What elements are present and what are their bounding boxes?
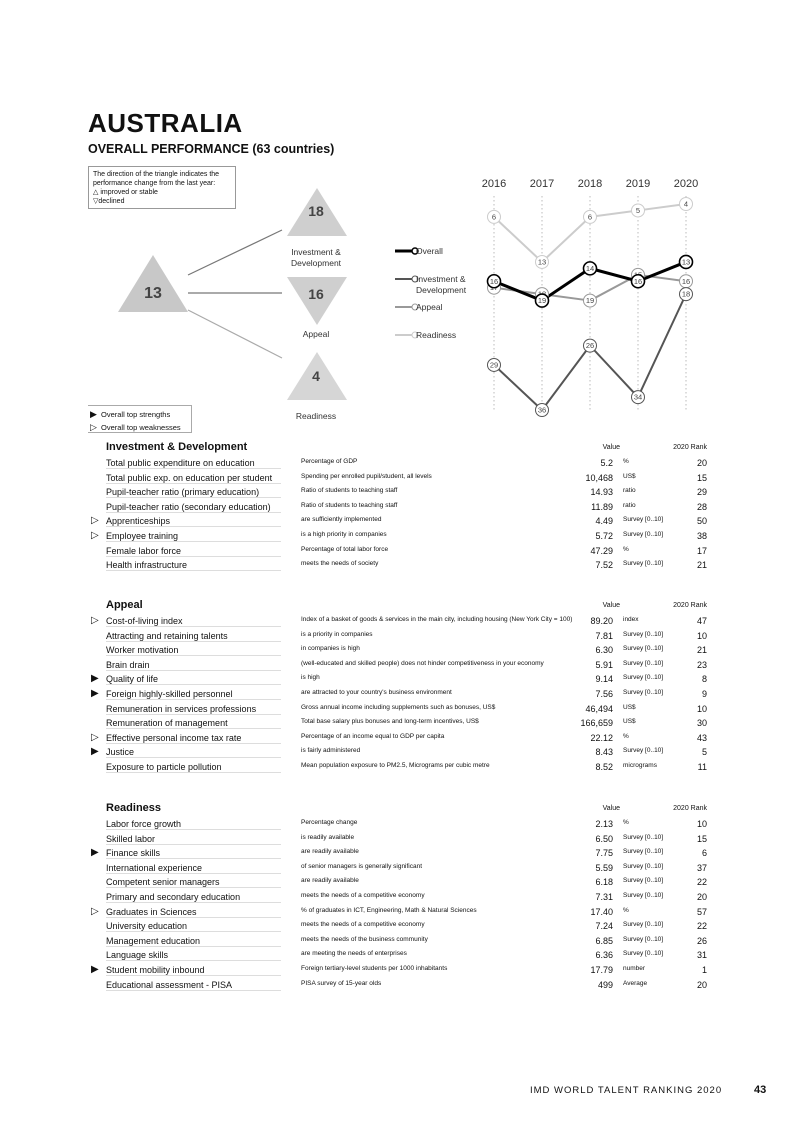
criterion-value: 89.20	[590, 616, 613, 626]
criteria-row	[88, 515, 710, 530]
criteria-row	[88, 486, 710, 501]
data-point-label: 5	[635, 205, 641, 215]
report-footer: IMD WORLD TALENT RANKING 2020	[530, 1085, 723, 1096]
criterion-unit: ratio	[623, 487, 636, 495]
criterion-rank: 20	[696, 458, 707, 468]
data-point	[680, 255, 693, 268]
section-title: Readiness	[106, 802, 162, 814]
criteria-row	[88, 920, 710, 935]
criterion-rank: 20	[696, 891, 707, 902]
criterion-rank: 20	[696, 979, 707, 990]
criterion-description: Percentage of total labor force	[301, 545, 389, 553]
data-point-label: 6	[491, 212, 497, 222]
investment-label-line1: Investment &	[291, 247, 341, 257]
criterion-rank: 22	[696, 921, 707, 932]
rank-column-header: 2020 Rank	[673, 602, 707, 609]
criterion-name: Cost-of-living index	[106, 616, 281, 627]
criterion-value: 22.12	[590, 732, 613, 743]
year-tick-label: 2017	[529, 178, 555, 190]
criterion-value: 7.75	[595, 848, 613, 859]
data-point	[488, 275, 501, 288]
data-point-label: 6	[587, 212, 593, 222]
data-point-label: 4	[683, 199, 689, 209]
criterion-rank: 43	[696, 732, 707, 743]
section-header	[88, 599, 710, 615]
criterion-value: 499	[597, 979, 613, 990]
criteria-row	[88, 717, 710, 732]
criterion-name: Pupil-teacher ratio (secondary education)	[106, 502, 281, 513]
criterion-name: Justice	[106, 747, 281, 758]
criterion-name: Pupil-teacher ratio (primary education)	[106, 487, 281, 498]
data-point	[632, 391, 645, 404]
criterion-unit: Survey [0..10]	[623, 645, 664, 653]
criterion-description: Percentage of GDP	[301, 458, 358, 465]
criterion-unit: number	[623, 964, 646, 972]
criterion-unit: Survey [0..10]	[623, 560, 664, 568]
criterion-rank: 31	[696, 950, 707, 961]
criterion-value: 7.81	[595, 630, 613, 641]
criterion-description: meets the needs of society	[301, 560, 379, 568]
criterion-rank: 9	[701, 688, 707, 699]
criterion-value: 14.93	[590, 487, 613, 498]
data-point-label: 16	[681, 276, 691, 286]
criteria-row	[88, 644, 710, 659]
criteria-row	[88, 530, 710, 545]
criteria-row	[88, 659, 710, 674]
criterion-description: are meeting the needs of enterprises	[301, 950, 407, 958]
criterion-unit: Survey [0..10]	[623, 659, 664, 667]
criterion-name: Graduates in Sciences	[106, 907, 281, 918]
criteria-row	[88, 862, 710, 877]
criterion-name: Skilled labor	[106, 834, 281, 845]
criterion-name: Brain drain	[106, 660, 281, 671]
investment-label-line2: Development	[290, 258, 342, 268]
data-point-label: 36	[537, 405, 547, 415]
data-point-label: 18	[681, 289, 691, 299]
legend-improved: △ improved or stable	[93, 189, 158, 196]
year-tick-label: 2018	[577, 178, 603, 190]
criterion-rank: 23	[696, 659, 707, 670]
criterion-name: Apprenticeships	[106, 516, 281, 527]
criteria-row	[88, 688, 710, 703]
criterion-value: 5.91	[595, 659, 613, 670]
criterion-rank: 15	[696, 472, 707, 483]
criterion-value: 9.14	[595, 674, 613, 685]
data-point-label: 13	[681, 257, 691, 267]
criterion-name: Attracting and retaining talents	[106, 631, 281, 642]
data-point-label: 26	[585, 341, 595, 351]
criteria-row	[88, 935, 710, 950]
weaknesses-label: Overall top weaknesses	[101, 423, 181, 432]
criterion-unit: Survey [0..10]	[623, 891, 664, 899]
criteria-row	[88, 615, 710, 630]
data-point-label: 16	[633, 276, 643, 286]
criterion-rank: 8	[701, 674, 707, 685]
criteria-row	[88, 673, 710, 688]
data-point-label: 13	[537, 257, 547, 267]
criterion-unit: micrograms	[623, 761, 657, 769]
criteria-row	[88, 906, 710, 921]
legend-line-1: The direction of the triangle indicates the	[93, 171, 220, 178]
criteria-row	[88, 949, 710, 964]
key-overall-label: Overall	[416, 246, 443, 256]
criterion-unit: Survey [0..10]	[623, 674, 664, 682]
criterion-unit: Survey [0..10]	[623, 630, 664, 638]
criterion-description: Gross annual income including supplements such as bonuses, US$	[301, 703, 496, 711]
criterion-description: Ratio of students to teaching staff	[301, 487, 398, 495]
row-marker-icon: ▶	[91, 673, 99, 685]
criterion-description: are readily available	[301, 848, 359, 856]
criterion-value: 17.40	[590, 906, 613, 917]
criterion-unit: Survey [0..10]	[623, 530, 664, 538]
section-title: Investment & Development	[106, 441, 248, 453]
section-title: Appeal	[106, 599, 143, 611]
legend-line-2: performance change from the last year:	[93, 180, 216, 187]
criterion-rank: 47	[696, 616, 707, 626]
criterion-name: Language skills	[106, 950, 281, 961]
criterion-unit: ratio	[623, 501, 636, 509]
criterion-unit: %	[623, 906, 629, 914]
criterion-name: Quality of life	[106, 674, 281, 685]
data-point	[584, 294, 597, 307]
data-point	[680, 288, 693, 301]
criterion-description: in companies is high	[301, 645, 360, 653]
data-point	[632, 204, 645, 217]
key-appeal-label: Appeal	[416, 302, 443, 312]
criterion-unit: %	[623, 732, 629, 740]
key-investment-label-1: Investment &	[416, 274, 466, 284]
criterion-name: Remuneration in services professions	[106, 704, 281, 715]
criterion-unit: %	[623, 458, 629, 465]
criterion-description: PISA survey of 15-year olds	[301, 979, 382, 987]
criterion-value: 46,494	[585, 703, 613, 714]
criterion-name: Remuneration of management	[106, 718, 281, 729]
strengths-label: Overall top strengths	[101, 410, 171, 419]
data-point-label: 29	[489, 360, 499, 370]
criterion-description: Percentage change	[301, 819, 358, 826]
criterion-name: Total public exp. on education per student	[106, 473, 281, 484]
criterion-value: 4.49	[595, 516, 613, 527]
row-marker-icon: ▷	[91, 529, 99, 541]
criterion-description: is fairly administered	[301, 747, 361, 755]
criterion-description: Ratio of students to teaching staff	[301, 501, 398, 509]
criterion-description: Index of a basket of goods & services in the main city, including housing (New York City = 100)	[301, 616, 573, 623]
criterion-name: Competent senior managers	[106, 877, 281, 888]
data-point	[584, 210, 597, 223]
criterion-rank: 37	[696, 862, 707, 873]
criterion-value: 6.18	[595, 877, 613, 888]
criteria-row	[88, 761, 710, 776]
criterion-rank: 17	[696, 545, 707, 556]
data-point	[680, 198, 693, 211]
weakness-marker-icon: ▷	[90, 422, 97, 432]
criterion-value: 5.72	[595, 530, 613, 541]
row-marker-icon: ▷	[91, 905, 99, 917]
criterion-value: 7.31	[595, 891, 613, 902]
criterion-description: Total base salary plus bonuses and long-term incentives, US$	[301, 718, 479, 726]
criterion-value: 7.52	[595, 560, 613, 571]
criterion-name: University education	[106, 921, 281, 932]
connector-investment	[188, 230, 282, 275]
criterion-rank: 57	[696, 906, 707, 917]
row-marker-icon: ▷	[91, 515, 99, 527]
data-point	[632, 275, 645, 288]
criterion-description: are sufficiently implemented	[301, 516, 382, 524]
criterion-unit: US$	[623, 472, 636, 480]
criterion-description: meets the needs of the business community	[301, 935, 428, 943]
criterion-description: is high	[301, 674, 320, 682]
value-column-header: Value	[602, 602, 620, 609]
criterion-rank: 10	[696, 703, 707, 714]
criterion-unit: Survey [0..10]	[623, 747, 664, 755]
data-point	[536, 255, 549, 268]
data-point	[536, 404, 549, 417]
criterion-value: 6.36	[595, 950, 613, 961]
criterion-name: Worker motivation	[106, 645, 281, 656]
criterion-description: is readily available	[301, 833, 355, 841]
criterion-name: Finance skills	[106, 848, 281, 859]
criterion-description: meets the needs of a competitive economy	[301, 891, 425, 899]
criterion-unit: Survey [0..10]	[623, 877, 664, 885]
data-point-label: 14	[585, 263, 595, 273]
criterion-unit: Survey [0..10]	[623, 848, 664, 856]
criteria-row	[88, 501, 710, 516]
criterion-value: 8.52	[595, 761, 613, 772]
legend-declined: ▽declined	[93, 198, 125, 205]
page-number: 43	[754, 1084, 767, 1096]
investment-label	[280, 247, 352, 269]
data-point	[584, 339, 597, 352]
section-0	[88, 441, 710, 574]
criteria-row	[88, 964, 710, 979]
criterion-description: is a high priority in companies	[301, 530, 387, 538]
criterion-name: Labor force growth	[106, 819, 281, 830]
ranking-line-chart	[470, 170, 710, 420]
criterion-value: 166,659	[580, 718, 613, 729]
criterion-rank: 11	[697, 761, 707, 772]
criterion-value: 47.29	[590, 545, 613, 556]
criterion-rank: 26	[696, 935, 707, 946]
criterion-rank: 1	[701, 964, 707, 975]
criterion-description: Percentage of an income equal to GDP per capita	[301, 732, 445, 740]
criteria-row	[88, 833, 710, 848]
criterion-rank: 6	[701, 848, 707, 859]
readiness-rank: 4	[312, 368, 320, 384]
data-point	[488, 210, 501, 223]
criteria-row	[88, 703, 710, 718]
overall-triangle	[118, 255, 188, 312]
criterion-description: are attracted to your country's business environment	[301, 688, 452, 696]
criteria-row	[88, 630, 710, 645]
strengths-weaknesses-legend	[88, 405, 192, 433]
criterion-description: Spending per enrolled pupil/student, all levels	[301, 472, 432, 480]
key-investment-label	[416, 274, 466, 296]
criterion-rank: 50	[696, 516, 707, 527]
criterion-rank: 28	[696, 501, 707, 512]
criterion-rank: 10	[696, 630, 707, 641]
criterion-name: Management education	[106, 936, 281, 947]
criterion-rank: 30	[696, 718, 707, 729]
criterion-value: 2.13	[595, 819, 613, 829]
criterion-rank: 38	[696, 530, 707, 541]
key-investment-label-2: Development	[416, 285, 467, 295]
criterion-unit: index	[623, 616, 639, 623]
data-point	[584, 262, 597, 275]
overall-rank: 13	[144, 285, 162, 302]
criterion-value: 10,468	[585, 472, 613, 483]
criterion-unit: %	[623, 819, 629, 826]
country-title: AUSTRALIA	[88, 108, 243, 138]
criterion-rank: 10	[696, 819, 707, 829]
rank-column-header: 2020 Rank	[673, 805, 707, 812]
criteria-row	[88, 876, 710, 891]
row-marker-icon: ▶	[91, 963, 99, 975]
strength-marker-icon: ▶	[90, 409, 97, 419]
criteria-row	[88, 559, 710, 574]
criterion-unit: Survey [0..10]	[623, 935, 664, 943]
criterion-description: meets the needs of a competitive economy	[301, 921, 425, 929]
appeal-rank: 16	[308, 286, 324, 302]
criterion-value: 7.24	[595, 921, 613, 932]
year-tick-label: 2020	[673, 178, 699, 190]
readiness-label: Readiness	[295, 411, 337, 421]
row-marker-icon: ▷	[91, 615, 99, 626]
data-point-label: 34	[633, 392, 643, 402]
criterion-unit: Survey [0..10]	[623, 862, 664, 870]
appeal-label: Appeal	[302, 329, 330, 339]
rank-column-header: 2020 Rank	[673, 444, 707, 451]
criteria-row	[88, 979, 710, 994]
criterion-rank: 29	[696, 487, 707, 498]
criterion-unit: Survey [0..10]	[623, 516, 664, 524]
criterion-name: Student mobility inbound	[106, 965, 281, 976]
row-marker-icon: ▶	[91, 847, 99, 859]
criterion-value: 17.79	[590, 964, 613, 975]
data-point-label: 16	[489, 276, 499, 286]
section-header	[88, 441, 710, 457]
criteria-row	[88, 847, 710, 862]
criteria-row	[88, 732, 710, 747]
criterion-rank: 21	[696, 645, 707, 656]
data-point-label: 19	[537, 296, 547, 306]
criterion-description: is a priority in companies	[301, 630, 373, 638]
criterion-value: 5.2	[600, 458, 613, 468]
data-point	[536, 294, 549, 307]
section-1	[88, 599, 710, 776]
section-2	[88, 802, 710, 993]
criterion-value: 5.59	[595, 862, 613, 873]
criterion-description: are readily available	[301, 877, 359, 885]
value-column-header: Value	[602, 805, 620, 812]
criterion-name: Employee training	[106, 531, 281, 542]
criterion-unit: US$	[623, 703, 636, 711]
criterion-value: 6.85	[595, 935, 613, 946]
criterion-value: 8.43	[595, 747, 613, 758]
criteria-row	[88, 818, 710, 833]
criterion-description: Foreign tertiary-level students per 1000 inhabitants	[301, 964, 448, 972]
criterion-value: 7.56	[595, 688, 613, 699]
criterion-description: % of graduates in ICT, Engineering, Math & Natural Sciences	[301, 906, 477, 914]
criterion-description: Mean population exposure to PM2.5, Micrograms per cubic metre	[301, 761, 490, 769]
criterion-rank: 21	[696, 560, 707, 571]
criterion-name: International experience	[106, 863, 281, 874]
criterion-description: of senior managers is generally significant	[301, 862, 423, 870]
year-tick-label: 2016	[481, 178, 507, 190]
value-column-header: Value	[602, 444, 620, 451]
criterion-unit: Survey [0..10]	[623, 921, 664, 929]
criterion-unit: %	[623, 545, 629, 553]
criterion-value: 6.30	[595, 645, 613, 656]
criterion-name: Exposure to particle pollution	[106, 762, 281, 773]
data-point	[680, 275, 693, 288]
year-tick-label: 2019	[625, 178, 651, 190]
criterion-unit: Survey [0..10]	[623, 833, 664, 841]
criteria-row	[88, 545, 710, 560]
criterion-value: 11.89	[591, 501, 613, 512]
criterion-name: Educational assessment - PISA	[106, 980, 281, 991]
criterion-unit: Survey [0..10]	[623, 688, 664, 696]
row-marker-icon: ▶	[91, 746, 99, 758]
criteria-row	[88, 746, 710, 761]
criteria-row	[88, 472, 710, 487]
data-point-label: 19	[585, 296, 595, 306]
connector-readiness	[188, 310, 282, 358]
criterion-name: Health infrastructure	[106, 560, 281, 571]
criterion-rank: 22	[696, 877, 707, 888]
criterion-unit: Average	[623, 979, 648, 987]
overall-performance-subtitle: OVERALL PERFORMANCE (63 countries)	[88, 142, 335, 156]
criteria-row	[88, 891, 710, 906]
criterion-unit: US$	[623, 718, 636, 726]
criterion-name: Effective personal income tax rate	[106, 733, 281, 744]
criteria-row	[88, 457, 710, 472]
investment-rank: 18	[308, 203, 324, 219]
criterion-name: Foreign highly-skilled personnel	[106, 689, 281, 700]
criterion-name: Female labor force	[106, 546, 281, 557]
criterion-description: (well-educated and skilled people) does not hinder competitiveness in your economy	[301, 659, 544, 667]
criterion-rank: 15	[696, 833, 707, 844]
key-readiness-label: Readiness	[416, 330, 457, 340]
criterion-rank: 5	[701, 747, 707, 758]
row-marker-icon: ▶	[91, 687, 99, 699]
criterion-name: Primary and secondary education	[106, 892, 281, 903]
row-marker-icon: ▷	[91, 731, 99, 743]
criterion-unit: Survey [0..10]	[623, 950, 664, 958]
criterion-name: Total public expenditure on education	[106, 458, 281, 469]
criterion-value: 6.50	[595, 833, 613, 844]
section-header	[88, 802, 710, 818]
data-point	[488, 358, 501, 371]
